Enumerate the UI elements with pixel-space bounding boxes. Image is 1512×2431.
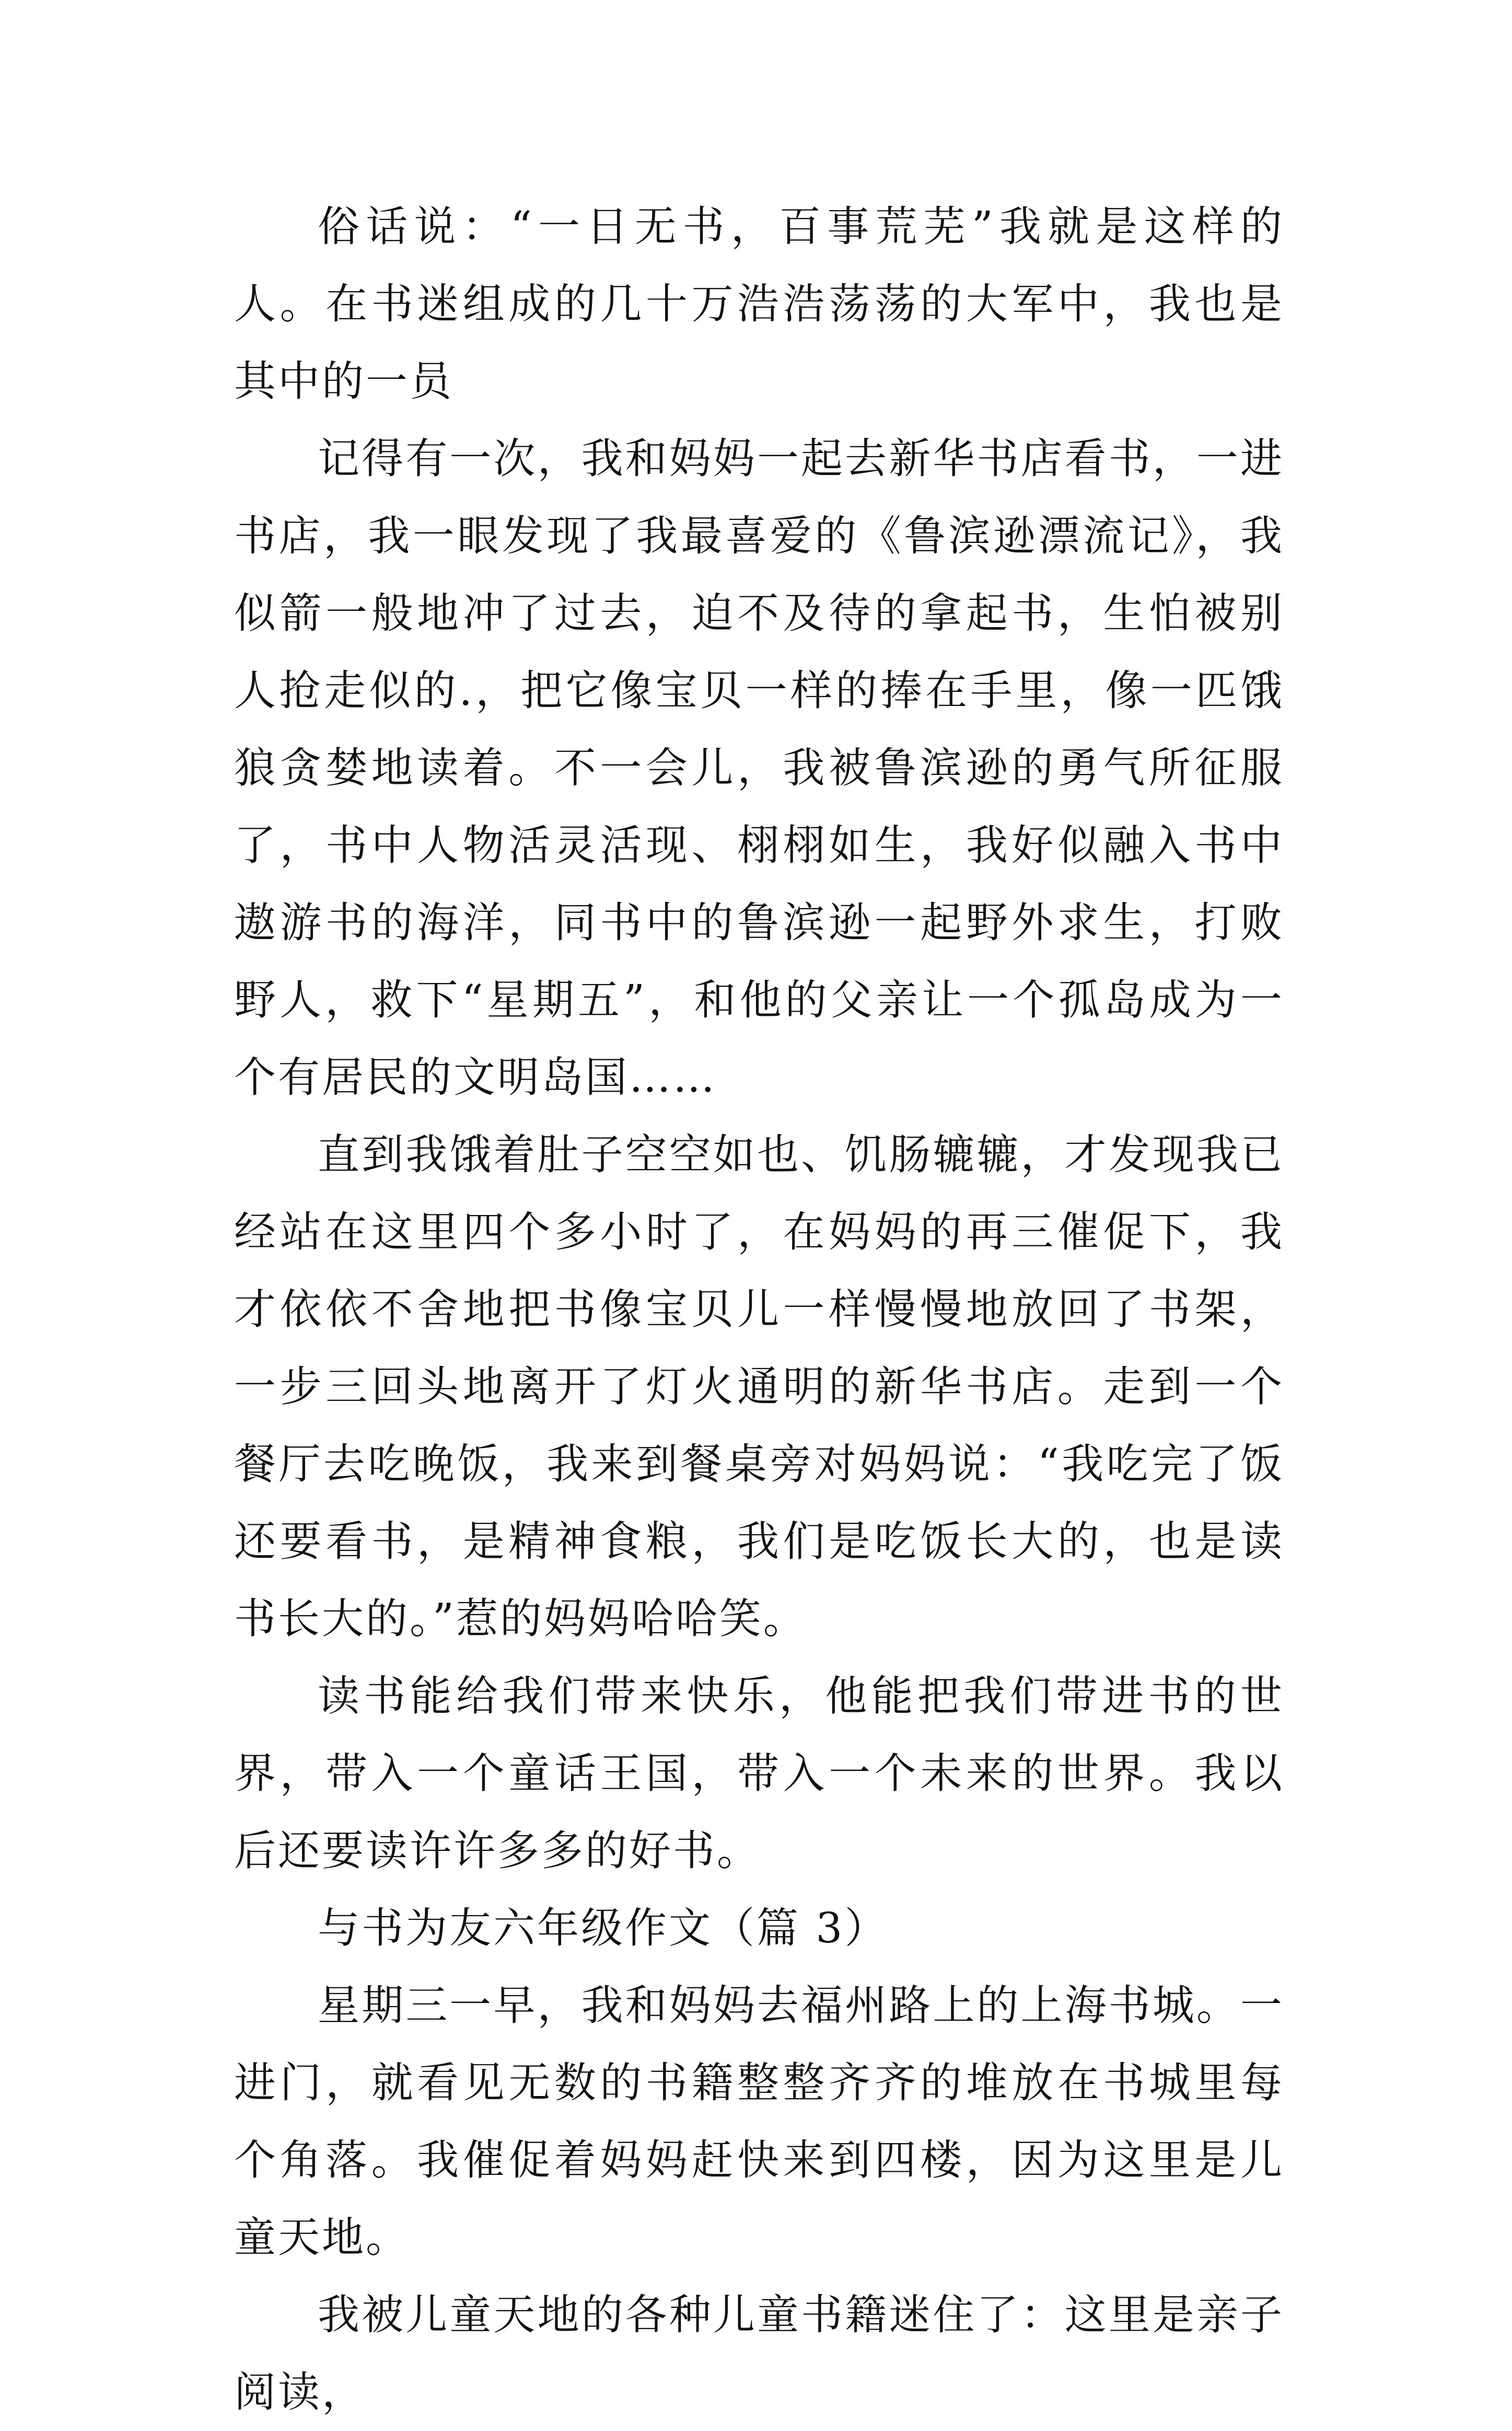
section-title: 与书为友六年级作文（篇 3） bbox=[318, 1904, 889, 1952]
article-body bbox=[234, 188, 1284, 2431]
paragraph-2: 记得有一次，我和妈妈一起去新华书店看书，一进书店，我一眼发现了我最喜爱的《鲁滨逊漂流记》，我似箭一般地冲了过去，迫不及待的拿起书，生怕被别人抢走似的.，把它像宝贝一样的捧在手里，像一匹饿狼贪婪地读着。不一会儿，我被鲁滨逊的勇气所征服了，书中人物活灵活现、栩栩如生，我好似融入书中遨游书的海洋，同书中的鲁滨逊一起野外求生，打败野人，救下“星期五”，和他的父亲让一个孤岛成为一个有居民的文明岛国…… bbox=[234, 434, 1284, 1102]
section-paragraph-1: 星期三一早，我和妈妈去福州路上的上海书城。一进门，就看见无数的书籍整整齐齐的堆放在书城里每个角落。我催促着妈妈赶快来到四楼，因为这里是儿童天地。 bbox=[234, 1981, 1284, 2262]
paragraph-3: 直到我饿着肚子空空如也、饥肠辘辘，才发现我已经站在这里四个多小时了，在妈妈的再三催促下，我才依依不舍地把书像宝贝儿一样慢慢地放回了书架，一步三回头地离开了灯火通明的新华书店。走到一个餐厅去吃晚饭，我来到餐桌旁对妈妈说：“我吃完了饭还要看书，是精神食粮，我们是吃饭长大的，也是读书长大的。”惹的妈妈哈哈笑。 bbox=[234, 1130, 1284, 1643]
paragraph-4: 读书能给我们带来快乐，他能把我们带进书的世界，带入一个童话王国，带入一个未来的世界。我以后还要读许许多多的好书。 bbox=[234, 1672, 1284, 1875]
paragraph-1: 俗话说：“一日无书，百事荒芜”我就是这样的人。在书迷组成的几十万浩浩荡荡的大军中，我也是其中的一员 bbox=[234, 202, 1284, 406]
section-paragraph-2: 我被儿童天地的各种儿童书籍迷住了：这里是亲子阅读， bbox=[234, 2290, 1284, 2416]
